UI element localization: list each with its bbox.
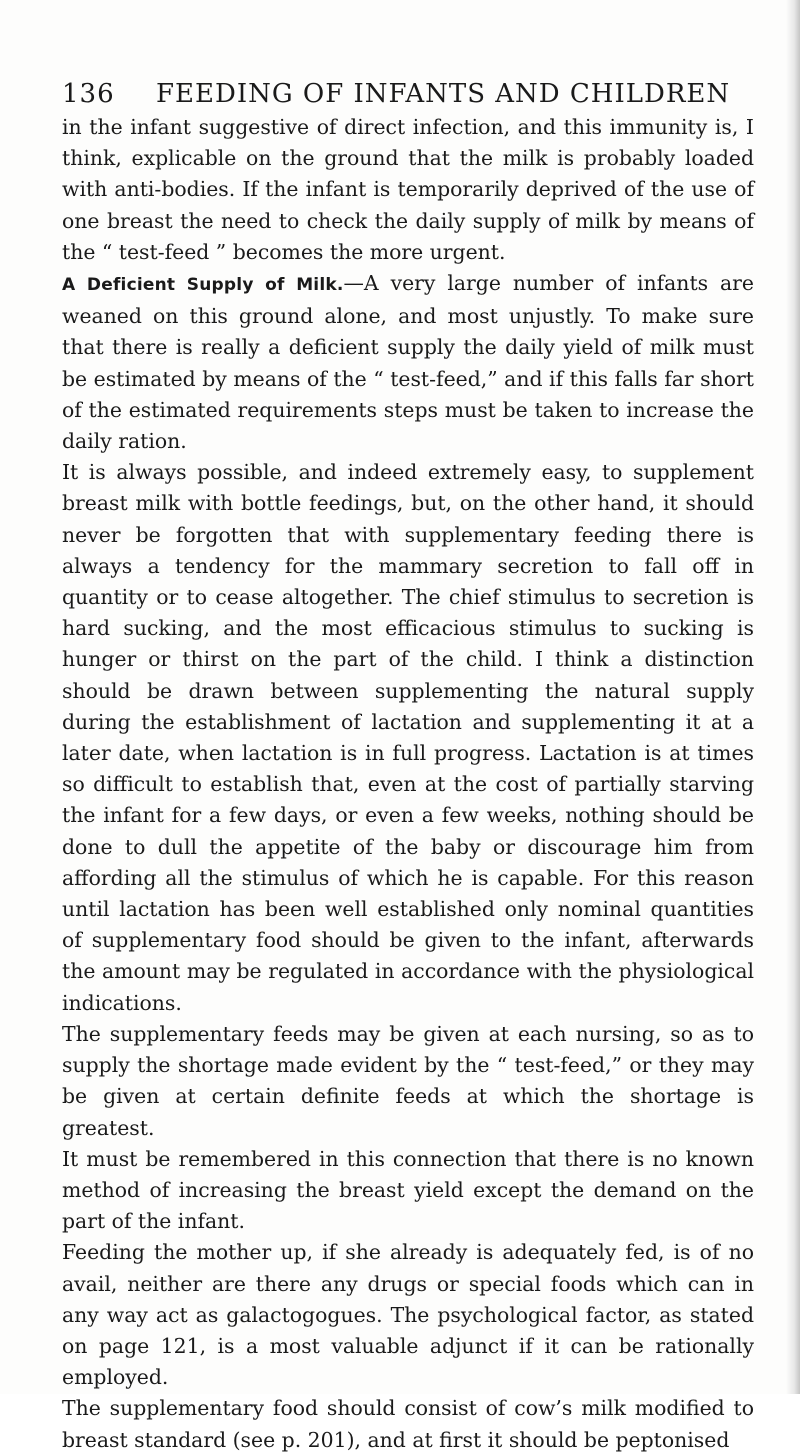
- body-text: [62, 112, 754, 1456]
- paragraph: [62, 1237, 754, 1393]
- paragraph-text: It is always possible, and indeed extremely easy, to supplement breast milk with bottle feedings, but, on the other hand, it should never be forgotten that with supplementary feeding there is always a tendency for the mammary secretion to fall off in quantity or to cease altogether. The chief stimulus to secretion is hard sucking, and the most efficacious stimulus to sucking is hunger or thirst on the part of the child. I think a distinction should be drawn between supplementing the natural supply during the establishment of lactation and supplementing it at a later date, when lactation is in full progress. Lactation is at times so difficult to establish that, even at the cost of partially starving the infant for a few days, or even a few weeks, nothing should be done to dull the appetite of the baby or discourage him from affording all the stimulus of which he is capable. For this reason until lactation has been well established only nominal quantities of supplementary food should be given to the infant, afterwards the amount may be regulated in accordance with the physiological indications.: [62, 460, 754, 1015]
- paragraph-text: Feeding the mother up, if she already is adequately fed, is of no avail, neither are there any drugs or special foods which can in any way act as galactogogues. The psychological factor, as stated on page 121, is a most valuable adjunct if it can be rationally employed.: [62, 1240, 754, 1390]
- side-heading: A Deficient Supply of Milk.: [62, 275, 344, 296]
- paragraph-text: —A very large number of infants are weaned on this ground alone, and most unjustly. To make sure that there is really a deficient supply the daily yield of milk must be estimated by means of the “ test-feed,” and if this falls far short of the estimated requirements steps must be taken to increase the daily ration.: [62, 271, 754, 454]
- paragraph-text: in the infant suggestive of direct infection, and this immunity is, I think, explicable on the ground that the milk is probably loaded with anti-bodies. If the infant is temporarily deprived of the use of one breast the need to check the daily supply of milk by means of the “ test-feed ” becomes the more urgent.: [62, 115, 754, 264]
- page-number: 136: [62, 79, 115, 109]
- running-head-title: FEEDING OF INFANTS AND CHILDREN: [156, 79, 731, 109]
- paragraph-text: The supplementary feeds may be given at each nursing, so as to supply the shortage made evident by the “ test-feed,” or they may be given at certain definite feeds at which the shortage is greatest.: [62, 1021, 754, 1140]
- paragraph: [62, 1144, 754, 1238]
- paragraph: [62, 457, 754, 1019]
- paragraph: [62, 1019, 754, 1144]
- paragraph: [62, 112, 754, 268]
- paragraph-text: It must be remembered in this connection that there is no known method of increasing the breast yield except the demand on the part of the infant.: [62, 1146, 754, 1234]
- paragraph-text: The supplementary food should consist of cow’s milk modified to breast standard (see p. 201), and at first it should be peptonised: [62, 1396, 754, 1452]
- running-head: [62, 74, 742, 114]
- paragraph: [62, 268, 754, 457]
- page-edge-shadow: [786, 0, 800, 1394]
- paragraph: [62, 1393, 754, 1455]
